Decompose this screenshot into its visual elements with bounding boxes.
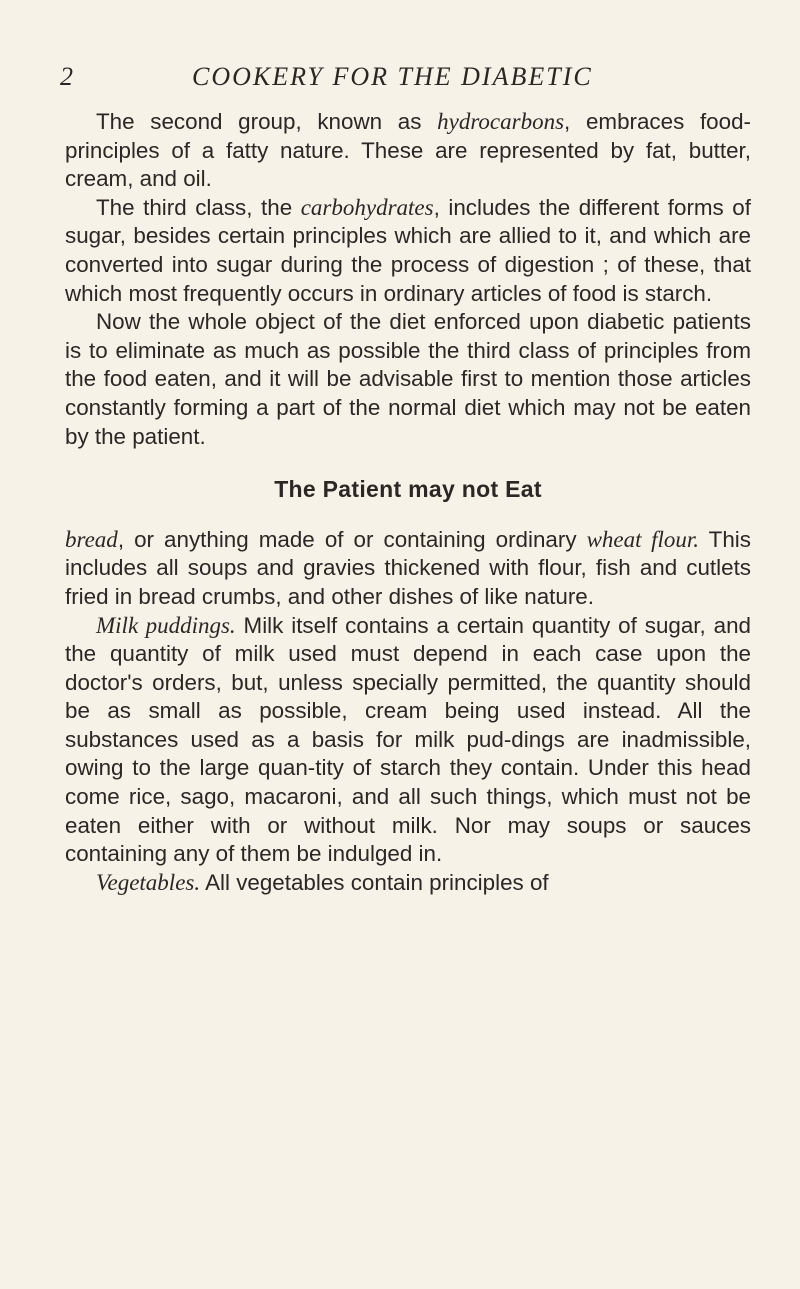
paragraph-vegetables [65, 869, 751, 898]
paragraph-bread [65, 526, 751, 612]
paragraph-text: All vegetables contain principles of [200, 869, 549, 895]
page-header [60, 62, 750, 96]
paragraph-text: The second group, known as [96, 109, 438, 134]
paragraph-text: The third class, the [96, 194, 301, 220]
term-bread: bread [65, 526, 118, 552]
paragraph-text: , or anything made of or containing ordinary [117, 526, 587, 552]
paragraph-milk-puddings [65, 612, 751, 869]
section-heading: The Patient may not Eat [274, 476, 542, 503]
paragraph-hydrocarbons [65, 108, 751, 194]
paragraph-text: Milk itself contains a certain quantity of sugar, and the quantity of milk used must depend in each case upon the doctor's orders, but, unless specially permitted, the quantity should be as small as possible, cream being used instead. All the substances used as a basis for milk pud-dings are inadmissible, owing to the large quan-tity of starch they contain. Under this head come rice, sago, macaroni, and all such things, which must not be eaten either with or without milk. Nor may soups or sauces containing any of them be indulged in. [65, 612, 751, 867]
page-number: 2 [60, 62, 73, 91]
term-vegetables: Vegetables. [96, 869, 201, 895]
paragraph-text: This includes all soups and gravies thickened with flour, fish and cutlets fried in bread crumbs, and other dishes of like nature. [65, 526, 751, 609]
term-carbohydrates: carbohydrates [300, 194, 434, 220]
paragraph-text: , embraces food-principles of a fatty nature. These are represented by fat, butter, cream, and oil. [65, 109, 751, 192]
running-title: COOKERY FOR THE DIABETIC [192, 62, 593, 91]
term-milk-puddings: Milk puddings. [96, 612, 236, 638]
term-hydrocarbons: hydrocarbons [437, 109, 565, 134]
page-body [65, 108, 751, 897]
paragraph-carbohydrates [65, 194, 751, 308]
term-wheat-flour: wheat flour. [586, 526, 700, 552]
paragraph-text: , includes the different forms of sugar, besides certain principles which are allied to it, and which are converted into sugar during the process of digestion ; of these, that which most frequently occurs in ordinary articles of food is starch. [65, 194, 751, 306]
paragraph-diet-object: Now the whole object of the diet enforced upon diabetic patients is to eliminate as much as possible the third class of principles from the food eaten, and it will be advisable first to mention those articles constantly forming a part of the normal diet which may not be eaten by the patient. [65, 309, 751, 449]
